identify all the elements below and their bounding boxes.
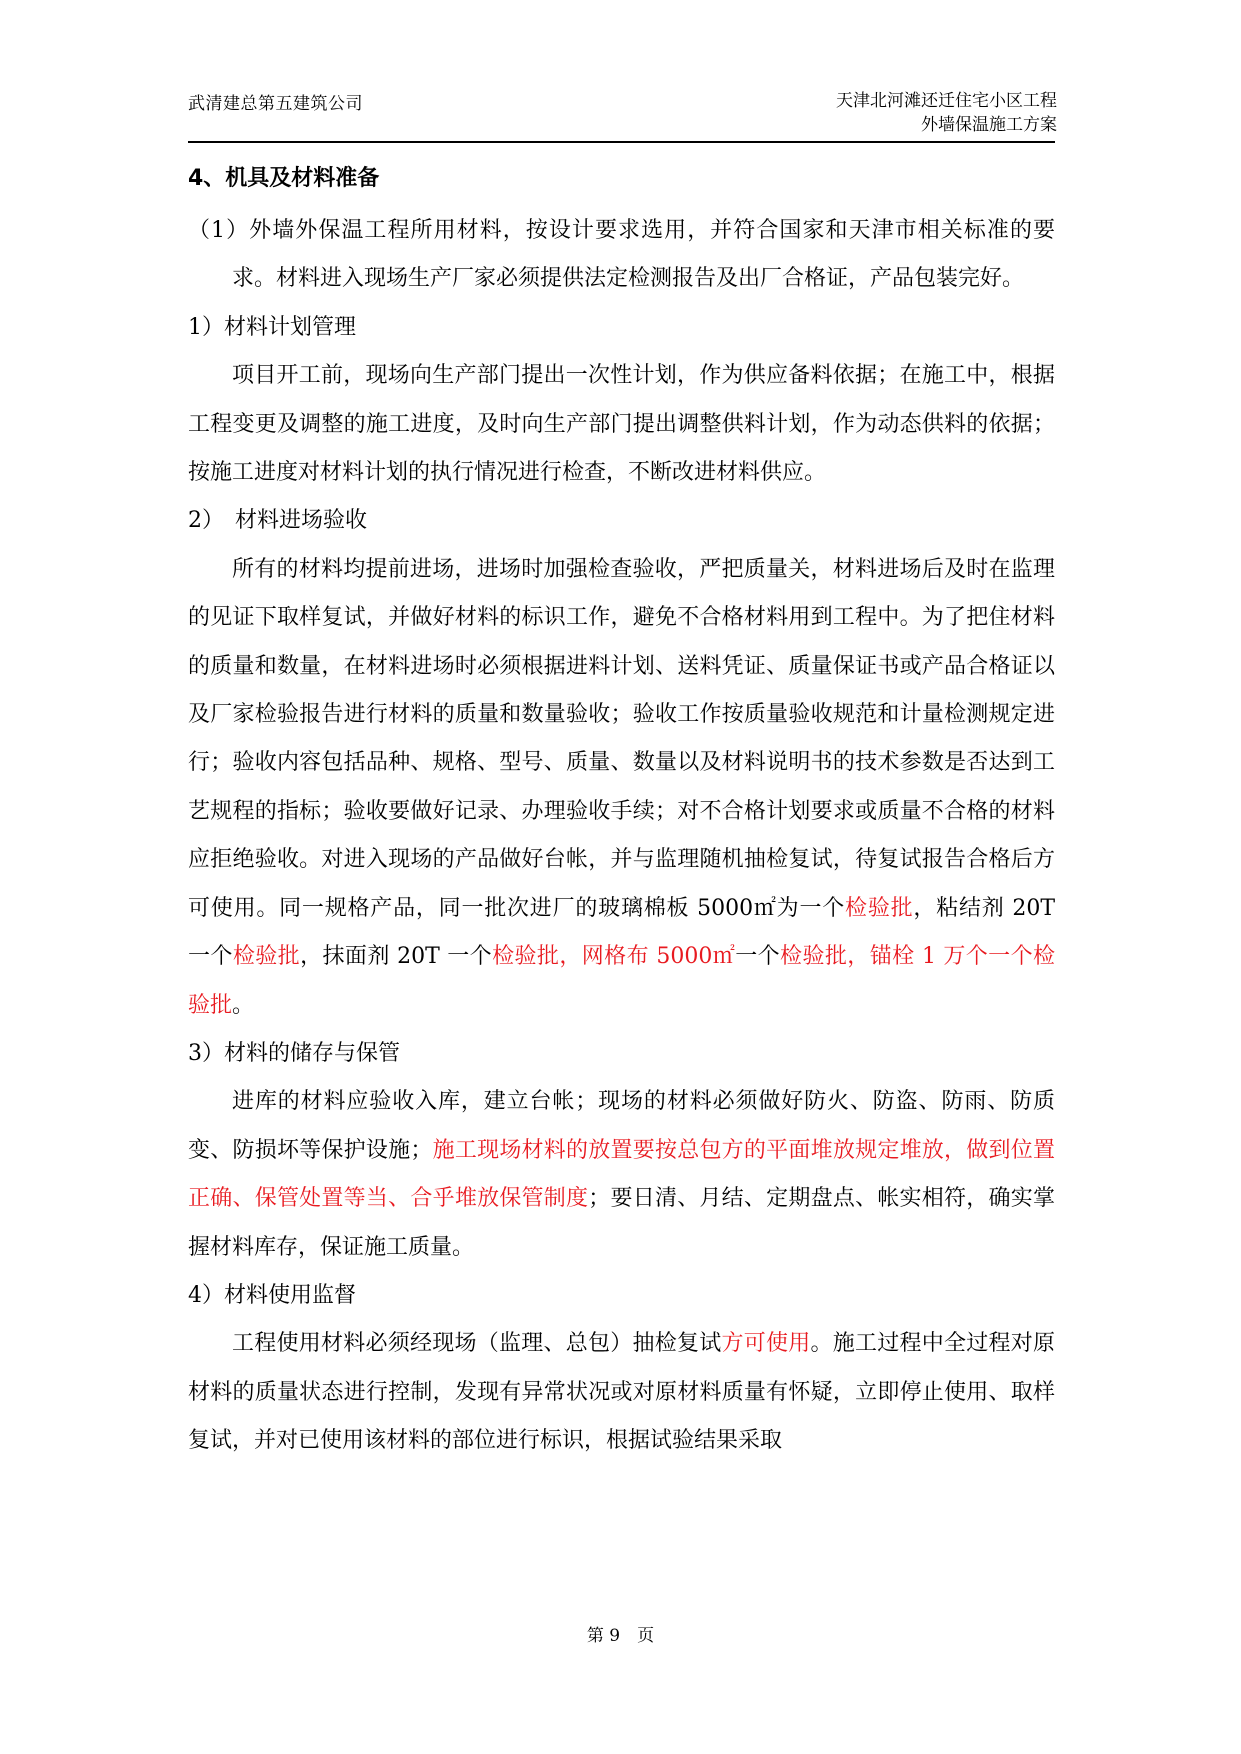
paragraph-acceptance	[188, 546, 1055, 1030]
text-run: 一个	[735, 944, 781, 970]
text-run: 。	[232, 992, 255, 1018]
highlight-text: 检验批	[232, 944, 301, 970]
text-run: 所有的材料均提前进场，进场时加强检查验收，严把质量关，材料进场后及时在监理的见证下取样复试，并做好材料的标识工作，避免不合格材料用到工程中。为了把住材料的质量和数量，在材料进场时必须根据进料计划、送料凭证、质量保证书或产品合格证以及厂家检验报告进行材料的质量和数量验收；验收工作按质量验收规范和计量检测规定进行；验收内容包括品种、规格、型号、质量、数量以及材料说明书的技术参数是否达到工艺规程的指标；验收要做好记录、办理验收手续；对不合格计划要求或质量不合格的材料应拒绝验收。对进入现场的产品做好台帐，并与监理随机抽检复试，待复试报告合格后方可使用。同一规格产品，同一批次进厂的玻璃棉板 5000㎡为一个	[188, 556, 1055, 921]
highlight-text: 检验批，锚栓 1 万个一个检验批	[188, 944, 1056, 1018]
text-run: ；要日清、月结、定期盘点、帐实相符，确实掌握材料库存，保证施工质量。	[188, 1186, 1055, 1260]
section-title: 4、机具及材料准备	[188, 166, 380, 191]
page-number: 第 9 页	[586, 1626, 655, 1646]
subheading-storage: 3）材料的储存与保管	[188, 1040, 400, 1066]
header-project-line2: 外墙保温施工方案	[921, 115, 1057, 135]
text-run: ，粘结剂 20T 一个	[188, 895, 1056, 970]
subheading-plan-management: 1）材料计划管理	[188, 314, 356, 340]
text-run: ，抹面剂 20T 一个	[300, 944, 493, 970]
paragraph-usage-supervision	[188, 1320, 1055, 1465]
highlight-text: 施工现场材料的放置要按总包方的平面堆放规定堆放，做到位置正确、保管处置等当、合乎堆放保管制度	[188, 1137, 1055, 1212]
header-rule	[188, 141, 1055, 143]
highlight-text: 检验批	[845, 895, 914, 921]
paragraph-plan-management: 项目开工前，现场向生产部门提出一次性计划，作为供应备料依据；在施工中，根据工程变更及调整的施工进度，及时向生产部门提出调整供料计划，作为动态供料的依据；按施工进度对材料计划的执行情况进行检查，不断改进材料供应。	[188, 363, 1055, 486]
paragraph-text: （1）外墙外保温工程所用材料，按设计要求选用，并符合国家和天津市相关标准的要求。材料进入现场生产厂家必须提供法定检测报告及出厂合格证，产品包装完好。	[188, 218, 1055, 292]
paragraph-materials-requirements	[188, 207, 1055, 304]
header-project	[836, 89, 1057, 137]
subheading-usage-supervision: 4）材料使用监督	[188, 1282, 356, 1308]
header-project-line1: 天津北河滩还迁住宅小区工程	[836, 91, 1057, 111]
text-run: 。施工过程中全过程对原材料的质量状态进行控制，发现有异常状况或对原材料质量有怀疑，立即停止使用、取样复试，并对已使用该材料的部位进行标识，根据试验结果采取	[188, 1331, 1055, 1454]
highlight-text: 检验批，网格布 5000㎡	[492, 944, 736, 970]
highlight-text: 方可使用	[721, 1331, 811, 1357]
text-run: 进库的材料应验收入库，建立台帐；现场的材料必须做好防火、防盗、防雨、防质变、防损坏等保护设施；	[188, 1089, 1055, 1163]
document-body	[188, 155, 1055, 1466]
header-company: 武清建总第五建筑公司	[188, 94, 363, 114]
paragraph-storage	[188, 1078, 1055, 1272]
text-run: 工程使用材料必须经现场（监理、总包）抽检复试	[232, 1331, 722, 1357]
subheading-acceptance: 2） 材料进场验收	[188, 508, 367, 534]
